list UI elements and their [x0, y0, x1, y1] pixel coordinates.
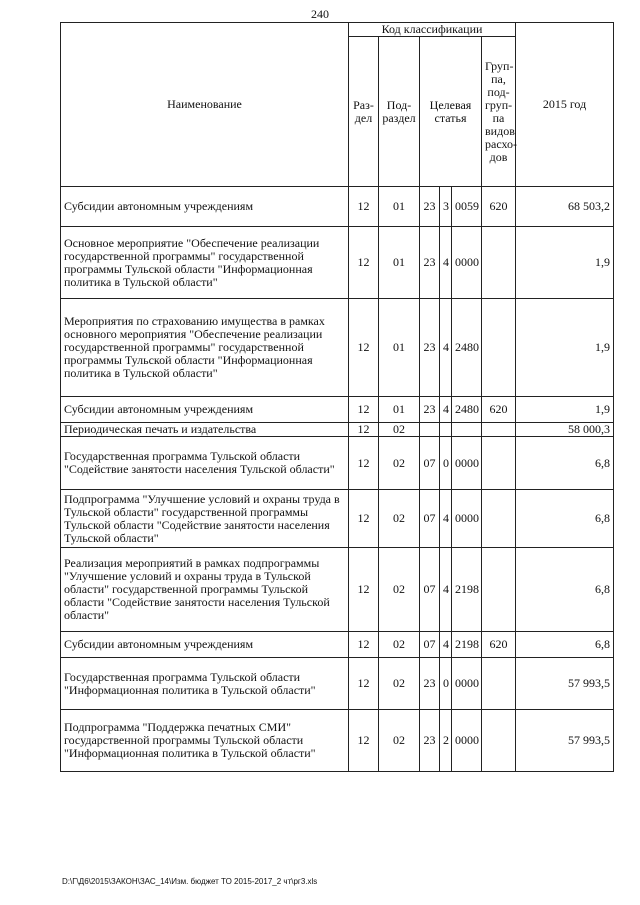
row-section: 12 — [349, 423, 379, 437]
row-amount: 57 993,5 — [516, 710, 614, 772]
row-name: Периодическая печать и издательства — [61, 423, 349, 437]
row-subsection: 02 — [379, 423, 420, 437]
table-row — [61, 299, 614, 397]
row-subsection: 02 — [379, 632, 420, 658]
file-path-footer: D:\Г\Д6\2015\ЗАКОН\ЗАС_14\Изм. бюджет ТО 2015-2017_2 чт\рг3.xls — [62, 877, 318, 886]
row-amount: 6,8 — [516, 632, 614, 658]
row-expense-type: 620 — [482, 187, 516, 227]
row-target-part3: 2198 — [452, 632, 482, 658]
table-row — [61, 548, 614, 632]
row-target-part3 — [452, 423, 482, 437]
budget-table — [60, 22, 614, 772]
row-expense-type — [482, 423, 516, 437]
row-target-part2: 4 — [440, 490, 452, 548]
row-expense-type — [482, 299, 516, 397]
row-target-part1: 23 — [420, 397, 440, 423]
row-target-part3: 0000 — [452, 490, 482, 548]
table-row — [61, 423, 614, 437]
page-number: 240 — [311, 7, 329, 21]
table-row — [61, 437, 614, 490]
table-row — [61, 710, 614, 772]
row-name: Мероприятия по страхованию имущества в рамках основного мероприятия "Обеспечение реализации государственной программы" государственной программы Тульской области "Информационная политика в Тульской области" — [61, 299, 349, 397]
row-name: Субсидии автономным учреждениям — [61, 632, 349, 658]
row-amount: 68 503,2 — [516, 187, 614, 227]
row-section: 12 — [349, 187, 379, 227]
row-expense-type — [482, 710, 516, 772]
row-target-part3: 2480 — [452, 299, 482, 397]
row-expense-type — [482, 227, 516, 299]
row-section: 12 — [349, 658, 379, 710]
row-section: 12 — [349, 548, 379, 632]
row-target-part1: 23 — [420, 227, 440, 299]
header-name: Наименование — [61, 23, 349, 187]
row-target-part3: 0000 — [452, 437, 482, 490]
row-amount: 1,9 — [516, 299, 614, 397]
row-target-part1: 23 — [420, 658, 440, 710]
row-target-part2: 4 — [440, 227, 452, 299]
row-amount: 57 993,5 — [516, 658, 614, 710]
row-target-part1: 07 — [420, 437, 440, 490]
row-amount: 1,9 — [516, 397, 614, 423]
row-section: 12 — [349, 632, 379, 658]
row-target-part2: 4 — [440, 632, 452, 658]
row-name: Основное мероприятие "Обеспечение реализации государственной программы" государственной программы Тульской области "Информационная политика в Тульской области" — [61, 227, 349, 299]
row-target-part2 — [440, 423, 452, 437]
table-row — [61, 632, 614, 658]
row-target-part2: 4 — [440, 299, 452, 397]
row-name: Реализация мероприятий в рамках подпрограммы "Улучшение условий и охраны труда в Тульской области" государственной программы Тульской области "Содействие занятости населения Тульской области" — [61, 548, 349, 632]
row-target-part1: 23 — [420, 710, 440, 772]
row-section: 12 — [349, 437, 379, 490]
row-target-part2: 2 — [440, 710, 452, 772]
row-section: 12 — [349, 490, 379, 548]
row-amount: 6,8 — [516, 490, 614, 548]
row-subsection: 02 — [379, 437, 420, 490]
header-classification-code: Код классификации — [349, 23, 516, 37]
row-subsection: 02 — [379, 658, 420, 710]
table-row — [61, 187, 614, 227]
row-section: 12 — [349, 397, 379, 423]
table-row — [61, 658, 614, 710]
row-expense-type — [482, 490, 516, 548]
row-target-part2: 3 — [440, 187, 452, 227]
row-subsection: 01 — [379, 299, 420, 397]
row-subsection: 01 — [379, 227, 420, 299]
row-target-part2: 4 — [440, 397, 452, 423]
table-row — [61, 397, 614, 423]
row-target-part2: 0 — [440, 437, 452, 490]
row-target-part1 — [420, 423, 440, 437]
header-subsection: Под- раздел — [379, 37, 420, 187]
row-target-part3: 2198 — [452, 548, 482, 632]
row-expense-type — [482, 437, 516, 490]
row-target-part2: 4 — [440, 548, 452, 632]
row-subsection: 01 — [379, 187, 420, 227]
row-expense-type: 620 — [482, 397, 516, 423]
row-section: 12 — [349, 710, 379, 772]
row-name: Подпрограмма "Поддержка печатных СМИ" государственной программы Тульской области "Информационная политика в Тульской области" — [61, 710, 349, 772]
row-name: Субсидии автономным учреждениям — [61, 187, 349, 227]
row-target-part1: 07 — [420, 632, 440, 658]
header-target-article: Целевая статья — [420, 37, 482, 187]
header-year: 2015 год — [516, 23, 614, 187]
row-name: Подпрограмма "Улучшение условий и охраны труда в Тульской области" государственной программы Тульской области "Содействие занятости населения Тульской области" — [61, 490, 349, 548]
row-expense-type — [482, 658, 516, 710]
row-amount: 58 000,3 — [516, 423, 614, 437]
row-subsection: 02 — [379, 490, 420, 548]
header-expense-group: Груп- па, под- груп- па видов расхо- дов — [482, 37, 516, 187]
row-target-part1: 23 — [420, 187, 440, 227]
row-target-part3: 2480 — [452, 397, 482, 423]
row-target-part1: 07 — [420, 548, 440, 632]
table-row — [61, 227, 614, 299]
row-target-part3: 0059 — [452, 187, 482, 227]
row-name: Государственная программа Тульской области "Содействие занятости населения Тульской области" — [61, 437, 349, 490]
row-section: 12 — [349, 299, 379, 397]
row-name: Государственная программа Тульской области "Информационная политика в Тульской области" — [61, 658, 349, 710]
row-amount: 1,9 — [516, 227, 614, 299]
row-amount: 6,8 — [516, 437, 614, 490]
row-target-part1: 07 — [420, 490, 440, 548]
row-target-part3: 0000 — [452, 658, 482, 710]
row-subsection: 01 — [379, 397, 420, 423]
row-target-part3: 0000 — [452, 227, 482, 299]
row-expense-type: 620 — [482, 632, 516, 658]
table-row — [61, 490, 614, 548]
row-subsection: 02 — [379, 710, 420, 772]
row-expense-type — [482, 548, 516, 632]
row-target-part2: 0 — [440, 658, 452, 710]
row-section: 12 — [349, 227, 379, 299]
row-target-part1: 23 — [420, 299, 440, 397]
row-target-part3: 0000 — [452, 710, 482, 772]
row-subsection: 02 — [379, 548, 420, 632]
row-amount: 6,8 — [516, 548, 614, 632]
header-section: Раз- дел — [349, 37, 379, 187]
row-name: Субсидии автономным учреждениям — [61, 397, 349, 423]
